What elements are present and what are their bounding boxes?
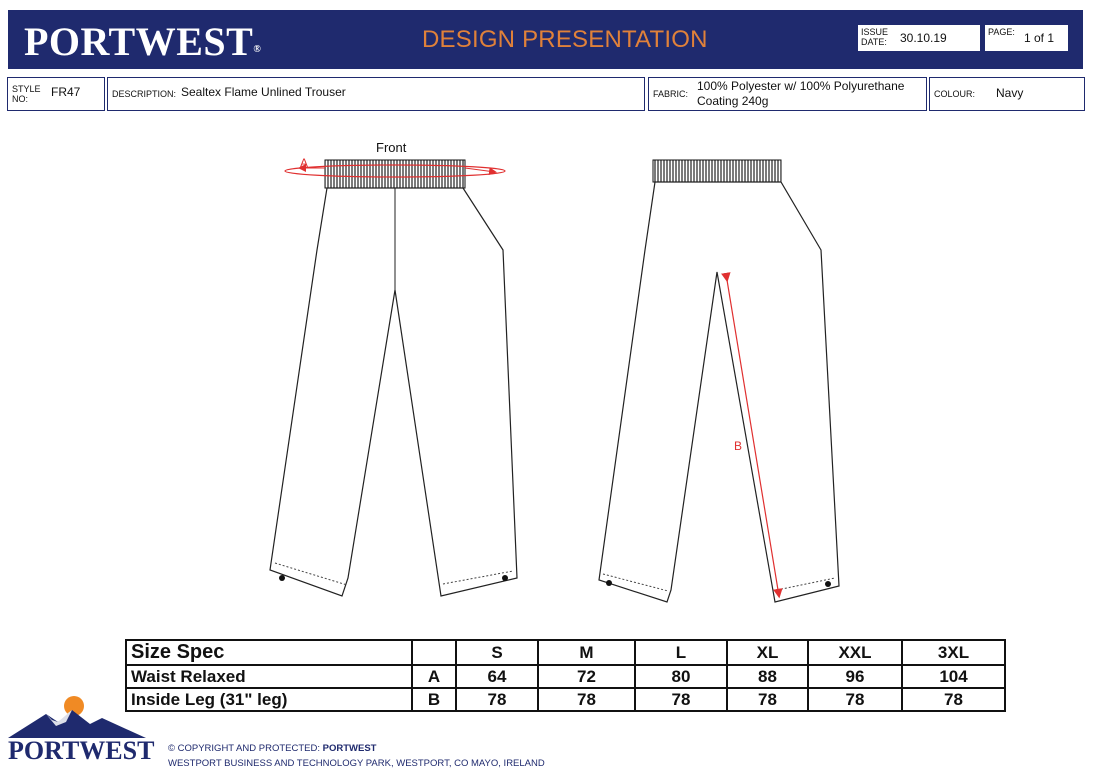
issue-date-box: [857, 24, 981, 52]
document-title: DESIGN PRESENTATION: [422, 26, 708, 53]
trouser-technical-drawing: [255, 130, 855, 610]
size-header-3xl: 3XL: [902, 640, 1005, 665]
fabric-box: [648, 77, 927, 111]
table-cell: 78: [902, 688, 1005, 711]
table-cell: 78: [538, 688, 635, 711]
description-box: [107, 77, 645, 111]
page-box: [984, 24, 1069, 52]
size-spec-code-header: [412, 640, 456, 665]
issue-date-label: ISSUE DATE:: [861, 27, 889, 47]
size-header-l: L: [635, 640, 727, 665]
table-row: [126, 688, 1005, 711]
table-row: [126, 665, 1005, 688]
row-code: B: [412, 688, 456, 711]
back-trouser-outline: [599, 182, 839, 602]
table-cell: 78: [808, 688, 902, 711]
page-value: 1 of 1: [1024, 31, 1055, 45]
table-cell: 78: [456, 688, 538, 711]
colour-value: Navy: [996, 86, 1024, 100]
page-label: PAGE:: [988, 27, 1015, 37]
table-cell: 80: [635, 665, 727, 688]
front-waistband: [325, 160, 465, 188]
issue-date-value: 30.10.19: [900, 31, 947, 45]
front-trouser: [270, 156, 517, 596]
row-label-inside-leg: Inside Leg (31" leg): [126, 688, 412, 711]
description-label: DESCRIPTION:: [112, 89, 177, 99]
description-value: Sealtex Flame Unlined Trouser: [181, 85, 346, 99]
table-cell: 64: [456, 665, 538, 688]
front-view-label: Front: [376, 140, 407, 155]
fabric-value: 100% Polyester w/ 100% Polyurethane Coating 240g: [697, 79, 905, 108]
style-no-label: STYLE NO:: [12, 84, 41, 104]
size-header-s: S: [456, 640, 538, 665]
table-cell: 72: [538, 665, 635, 688]
table-cell: 78: [727, 688, 808, 711]
colour-box: [929, 77, 1085, 111]
row-code: A: [412, 665, 456, 688]
size-spec-title: Size Spec: [126, 640, 412, 665]
size-header-m: M: [538, 640, 635, 665]
table-cell: 96: [808, 665, 902, 688]
copyright-notice: © COPYRIGHT AND PROTECTED: PORTWEST: [168, 743, 377, 754]
header-band: [8, 10, 1083, 69]
size-spec-table: [125, 639, 1006, 712]
back-waistband: [653, 160, 781, 182]
table-cell: 104: [902, 665, 1005, 688]
colour-label: COLOUR:: [934, 89, 976, 99]
size-header-xl: XL: [727, 640, 808, 665]
back-trouser: [599, 160, 839, 602]
row-label-waist: Waist Relaxed: [126, 665, 412, 688]
footer-logo-text: PORTWEST: [8, 736, 155, 765]
size-spec-header-row: [126, 640, 1005, 665]
fabric-label: FABRIC:: [653, 89, 689, 99]
style-no-box: [7, 77, 105, 111]
size-header-xxl: XXL: [808, 640, 902, 665]
marker-b-label: B: [734, 439, 743, 453]
marker-a-label: A: [300, 156, 309, 170]
front-trouser-outline: [270, 188, 517, 596]
table-cell: 88: [727, 665, 808, 688]
brand-logo-text: PORTWEST®: [24, 19, 262, 64]
style-no-value: FR47: [51, 85, 81, 99]
company-address: WESTPORT BUSINESS AND TECHNOLOGY PARK, WESTPORT, CO MAYO, IRELAND: [168, 758, 545, 769]
table-cell: 78: [635, 688, 727, 711]
